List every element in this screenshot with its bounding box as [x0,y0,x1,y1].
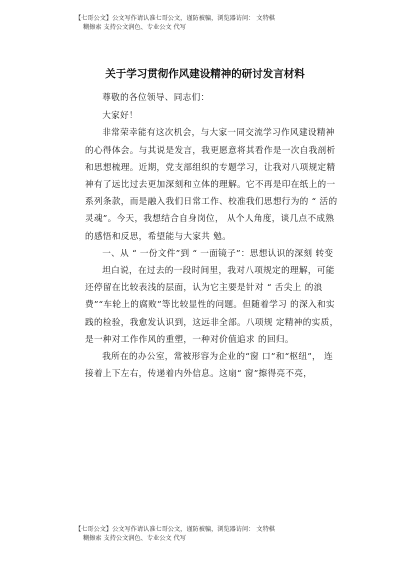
header-line-2: 糊擦索 支持公文润色、专业公文 代写 [83,24,186,31]
header-line-1: 【七哥公文】公文写作请认准七哥公文，谨防被骗，浏览器访问： 文特棋 [75,15,275,22]
footer-line-1: 【七哥公文】公文写作请认准七哥公文，谨防被骗，浏览器访问： 文特棋 [75,526,275,533]
page-footer-watermark [75,525,375,543]
greeting: 大家好！ [102,111,138,122]
page-header-watermark [75,14,375,32]
footer-line-2: 糊擦索 支持公文润色、专业公文 代写 [83,535,186,542]
document-title: 关于学习贯彻作风建设精神的研讨发言材料 [105,68,305,80]
paragraph-2: 坦白说，在过去的一段时间里，我对八项规定的理解，可能还停留在比较表浅的层面，认为它主要是针对 “ 舌尖上 的浪费”“车轮上的腐败”等比较显性的问题。但随着学习 的深入和实践的检验，我愈发认识到，这远非全部。八项规 定精神的实质，是一种对工作作风的重塑，一种对价值追求 的回归。 [85,266,339,345]
paragraph-1: 非常荣幸能有这次机会，与大家一同交流学习作风建设精神的心得体会。与其说是发言，我更愿意将其看作是一次自我剖析和思想梳理。近期，党支部组织的专题学习，让我对八项规定精神有了远比过去更加深刻和立体的理解。它不再是印在纸上的一系列条款，而是融入我们日常工作、校准我们思想行为的 “ 活的灵魂”。今天，我想结合自身岗位， 从个人角度，谈几点不成熟的感悟和反思，希望能与大家共 勉。 [85,128,338,242]
document-body [85,90,340,383]
section-heading-1: 一、从 “ 一份文件”到 “ 一面镜子”：思想认识的深刻 转变 [102,248,334,259]
salutation: 尊敬的各位领导、同志们： [102,93,210,103]
paragraph-3: 我所在的办公室，常被形容为企业的“窗 口”和“枢纽”， 连接着上下左右，传递着内外信息。这扇“ 窗”擦得亮不亮， [85,352,334,380]
